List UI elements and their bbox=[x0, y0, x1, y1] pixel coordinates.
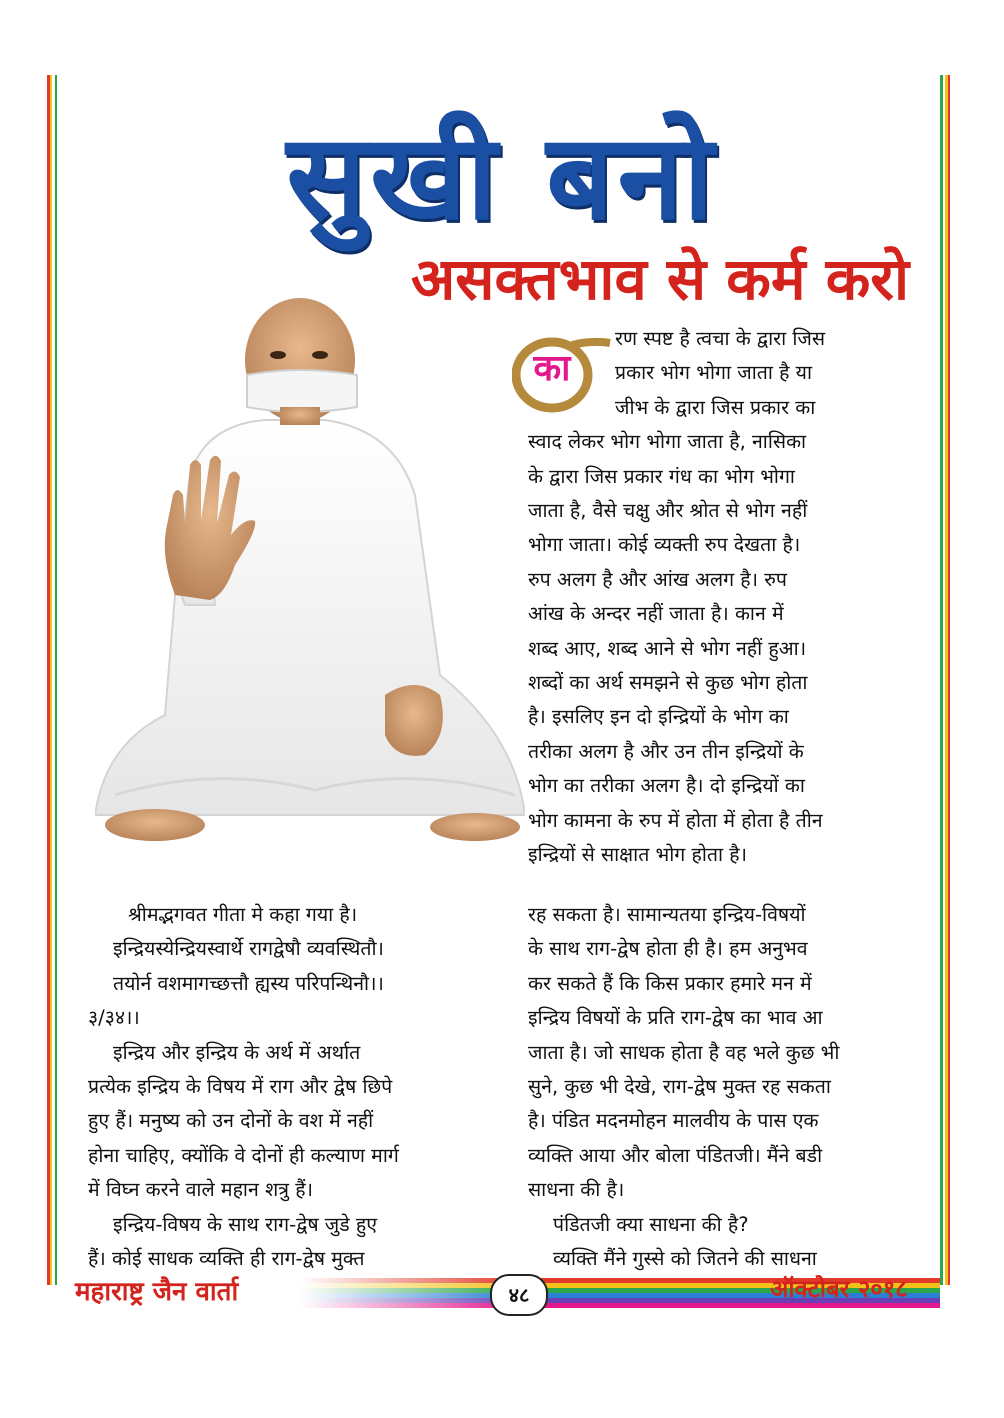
intro-line: स्वाद लेकर भोग भोगा जाता है, नासिका bbox=[528, 430, 807, 454]
text-line: रह सकता है। सामान्यतया इन्द्रिय-विषयों bbox=[528, 903, 806, 926]
monk-photo bbox=[95, 295, 525, 865]
text-line: पंडितजी क्या साधना की है? bbox=[553, 1212, 749, 1236]
text-line: में विघ्न करने वाले महान शत्रु हैं। bbox=[88, 1178, 313, 1202]
left-column bbox=[88, 898, 498, 1276]
text-line: व्यक्ति आया और बोला पंडितजी। मैंने बडी bbox=[528, 1143, 823, 1167]
intro-line: शब्दों का अर्थ समझने से कुछ भोग होता bbox=[528, 671, 808, 695]
left-border-stripes bbox=[47, 75, 57, 1285]
right-border-stripes bbox=[940, 75, 950, 1285]
text-line: तयोर्न वशमागच्छत्तौ ह्यस्य परिपन्थिनौ।। bbox=[113, 971, 384, 995]
intro-line: इन्द्रियों से साक्षात भोग होता है। bbox=[528, 843, 747, 867]
text-line: श्रीमद्भगवत गीता मे कहा गया है। bbox=[128, 903, 358, 926]
text-line: सुने, कुछ भी देखे, राग-द्वेष मुक्त रह सकता bbox=[528, 1075, 831, 1099]
article-subtitle: असक्तभाव से कर्म करो bbox=[410, 245, 909, 313]
intro-line: शब्द आए, शब्द आने से भोग नहीं हुआ। bbox=[528, 636, 807, 660]
intro-line: है। इसलिए इन दो इन्द्रियों के भोग का bbox=[528, 705, 789, 729]
issue-date: ऑक्टोबर २०१८ bbox=[770, 1275, 908, 1303]
intro-line: रुप अलग है और आंख अलग है। रुप bbox=[528, 567, 787, 591]
article-title: सुखी बनो bbox=[286, 107, 718, 246]
text-line: होना चाहिए, क्योंकि वे दोनों ही कल्याण मार्ग bbox=[88, 1143, 399, 1167]
intro-line: भोगा जाता। कोई व्यक्ती रुप देखता है। bbox=[528, 533, 801, 557]
text-line: कर सकते हैं कि किस प्रकार हमारे मन में bbox=[528, 971, 812, 995]
text-line: साधना की है। bbox=[528, 1178, 625, 1202]
text-line: इन्द्रियस्येन्द्रियस्वार्थे रागद्वेषौ व्यवस्थितौ। bbox=[113, 937, 384, 961]
text-line: व्यक्ति मैंने गुस्से को जितने की साधना bbox=[553, 1247, 817, 1271]
intro-line: प्रकार भोग भोगा जाता है या bbox=[615, 361, 813, 385]
right-column bbox=[528, 898, 938, 1276]
text-line: हुए हैं। मनुष्य को उन दोनों के वश में नहीं bbox=[88, 1109, 374, 1133]
page-number: ४८ bbox=[490, 1274, 548, 1316]
intro-line: के द्वारा जिस प्रकार गंध का भोग भोगा bbox=[528, 464, 795, 488]
intro-line: आंख के अन्दर नहीं जाता है। कान में bbox=[528, 602, 784, 626]
text-line: इन्द्रिय और इन्द्रिय के अर्थ में अर्थात bbox=[113, 1040, 361, 1064]
text-line: जाता है। जो साधक होता है वह भले कुछ भी bbox=[528, 1040, 840, 1064]
text-line: प्रत्येक इन्द्रिय के विषय में राग और द्वेष छिपे bbox=[88, 1075, 393, 1099]
text-line: ३/३४।। bbox=[88, 1006, 140, 1030]
text-line: के साथ राग-द्वेष होता ही है। हम अनुभव bbox=[528, 937, 808, 961]
intro-line: भोग कामना के रुप में होता में होता है तीन bbox=[528, 808, 823, 832]
intro-line: भोग का तरीका अलग है। दो इन्द्रियों का bbox=[528, 774, 805, 798]
text-line: है। पंडित मदनमोहन मालवीय के पास एक bbox=[528, 1109, 819, 1133]
intro-line: तरीका अलग है और उन तीन इन्द्रियों के bbox=[528, 739, 804, 763]
magazine-name: महाराष्ट्र जैन वार्ता bbox=[75, 1277, 239, 1307]
dropcap-letter: का bbox=[533, 348, 571, 389]
intro-line: रण स्पष्ट है त्वचा के द्वारा जिस bbox=[615, 327, 826, 350]
intro-line: जीभ के द्वारा जिस प्रकार का bbox=[615, 395, 816, 419]
text-line: इन्द्रिय विषयों के प्रति राग-द्वेष का भाव आ bbox=[528, 1006, 823, 1030]
intro-line: जाता है, वैसे चक्षु और श्रोत से भोग नहीं bbox=[528, 499, 808, 523]
text-line: हैं। कोई साधक व्यक्ति ही राग-द्वेष मुक्त bbox=[88, 1247, 365, 1271]
text-line: इन्द्रिय-विषय के साथ राग-द्वेष जुडे हुए bbox=[113, 1212, 378, 1236]
intro-paragraph bbox=[528, 322, 918, 873]
